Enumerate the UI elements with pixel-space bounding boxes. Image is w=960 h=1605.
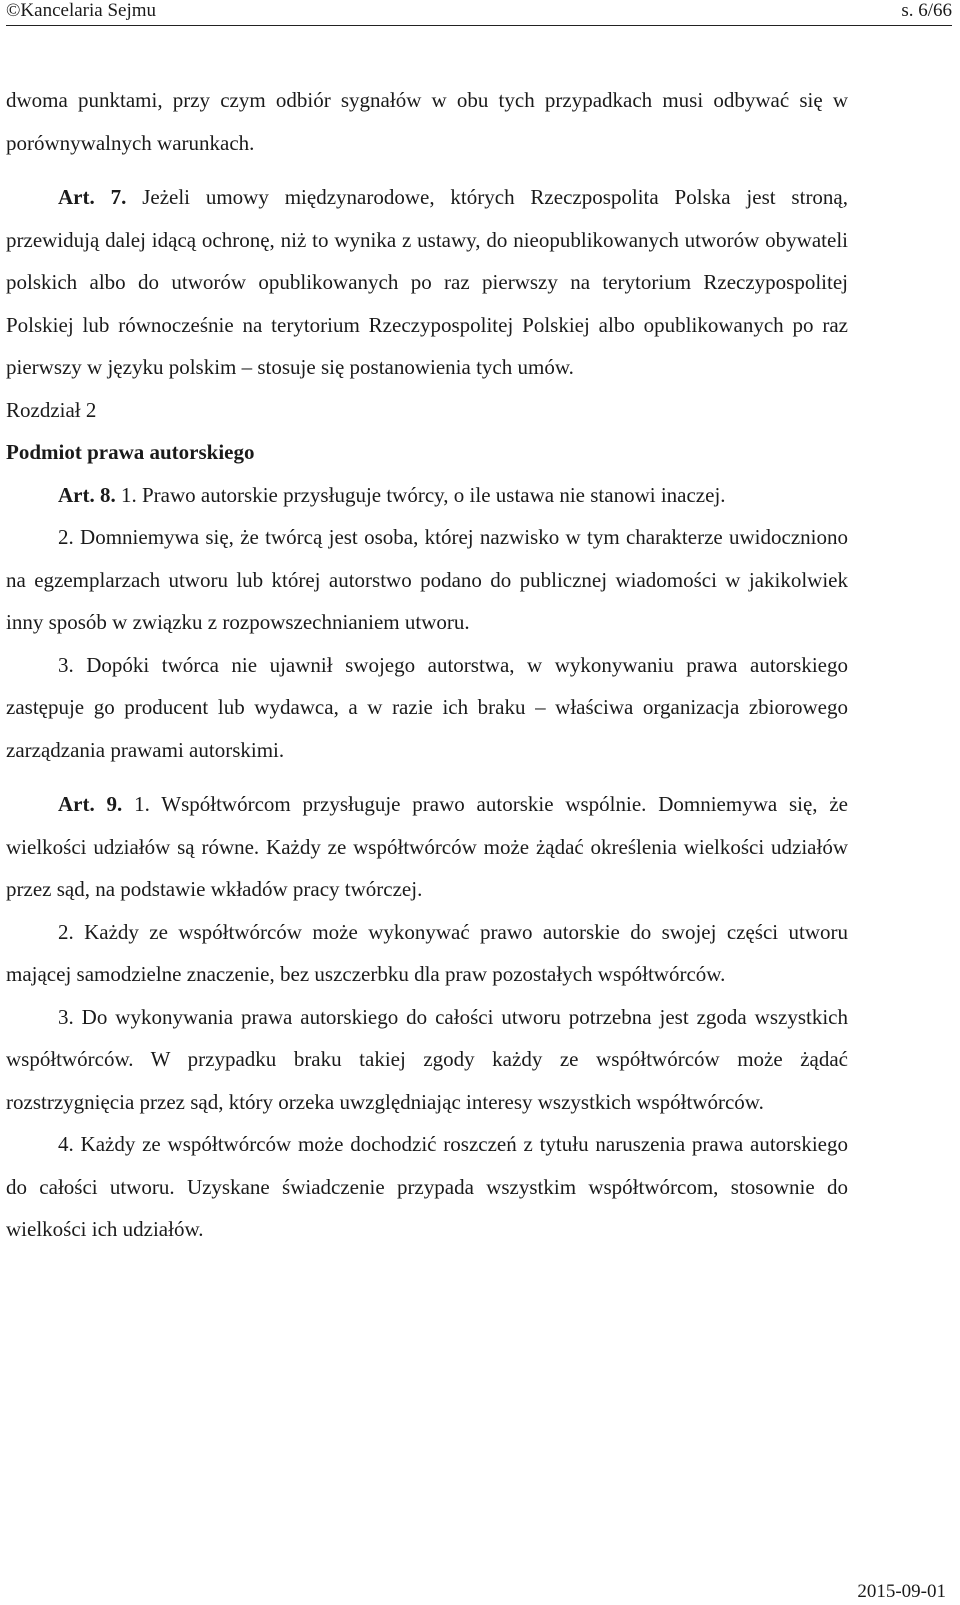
- article-9-para-1-text: 1. Współtwórcom przysługuje prawo autorskie wspólnie. Domniemywa się, że wielkości udziałów są równe. Każdy ze współtwórców może żądać określenia wielkości udziałów przez sąd, na podstawie wkładów pracy twórczej.: [6, 792, 848, 901]
- paragraph-continuation: dwoma punktami, przy czym odbiór sygnałów w obu tych przypadkach musi odbywać się w porównywalnych warunkach.: [6, 88, 848, 155]
- article-7: [6, 176, 848, 389]
- article-9-para-3: 3. Do wykonywania prawa autorskiego do całości utworu potrzebna jest zgoda wszystkich współtwórców. W przypadku braku takiej zgody każdy ze współtwórców może żądać rozstrzygnięcia przez sąd, który orzeka uwzględniając interesy wszystkich współtwórców.: [6, 1004, 848, 1114]
- chapter-number: Rozdział 2: [6, 397, 97, 422]
- article-8-para-2: 2. Domniemywa się, że twórcą jest osoba, której nazwisko w tym charakterze uwidoczniono na egzemplarzach utworu lub której autorstwo podano do publicznej wiadomości w jakikolwiek inny sposób w związku z rozpowszechnianiem utworu.: [6, 525, 848, 634]
- article-8-para-1: [6, 474, 848, 517]
- header-page-number: s. 6/66: [901, 0, 952, 21]
- header-publisher: ©Kancelaria Sejmu: [6, 0, 157, 21]
- article-7-label: Art. 7.: [58, 185, 127, 209]
- article-9-para-1: [6, 783, 848, 911]
- article-9-para-4: 4. Każdy ze współtwórców może dochodzić roszczeń z tytułu naruszenia prawa autorskiego do całości utworu. Uzyskane świadczenie przypada wszystkim współtwórcom, stosownie do wielkości ich udziałów.: [6, 1132, 848, 1241]
- article-8-para-1-text: 1. Prawo autorskie przysługuje twórcy, o ile ustawa nie stanowi inaczej.: [115, 482, 726, 507]
- article-9-para-2: 2. Każdy ze współtwórców może wykonywać prawo autorskie do swojej części utworu mającej samodzielne znaczenie, bez uszczerbku dla praw pozostałych współtwórców.: [6, 919, 848, 986]
- document-body: [6, 79, 848, 1251]
- page-header: [6, 0, 952, 26]
- chapter-title: Podmiot prawa autorskiego: [6, 440, 255, 464]
- article-7-text: Jeżeli umowy międzynarodowe, których Rzeczpospolita Polska jest stroną, przewidują dalej idącą ochronę, niż to wynika z ustawy, do nieopublikowanych utworów obywateli polskich albo do utworów opublikowanych po raz pierwszy na terytorium Rzeczypospolitej Polskiej lub równocześnie na terytorium Rzeczypospolitej Polskiej albo opublikowanych po raz pierwszy w języku polskim – stosuje się postanowienia tych umów.: [6, 185, 849, 379]
- article-8-label: Art. 8.: [58, 482, 116, 507]
- footer-date: 2015-09-01: [857, 1581, 946, 1602]
- article-8-para-3: 3. Dopóki twórca nie ujawnił swojego autorstwa, w wykonywaniu prawa autorskiego zastępuje go producent lub wydawca, a w razie ich braku – właściwa organizacja zbiorowego zarządzania prawami autorskimi.: [6, 652, 848, 762]
- article-9-label: Art. 9.: [58, 792, 123, 816]
